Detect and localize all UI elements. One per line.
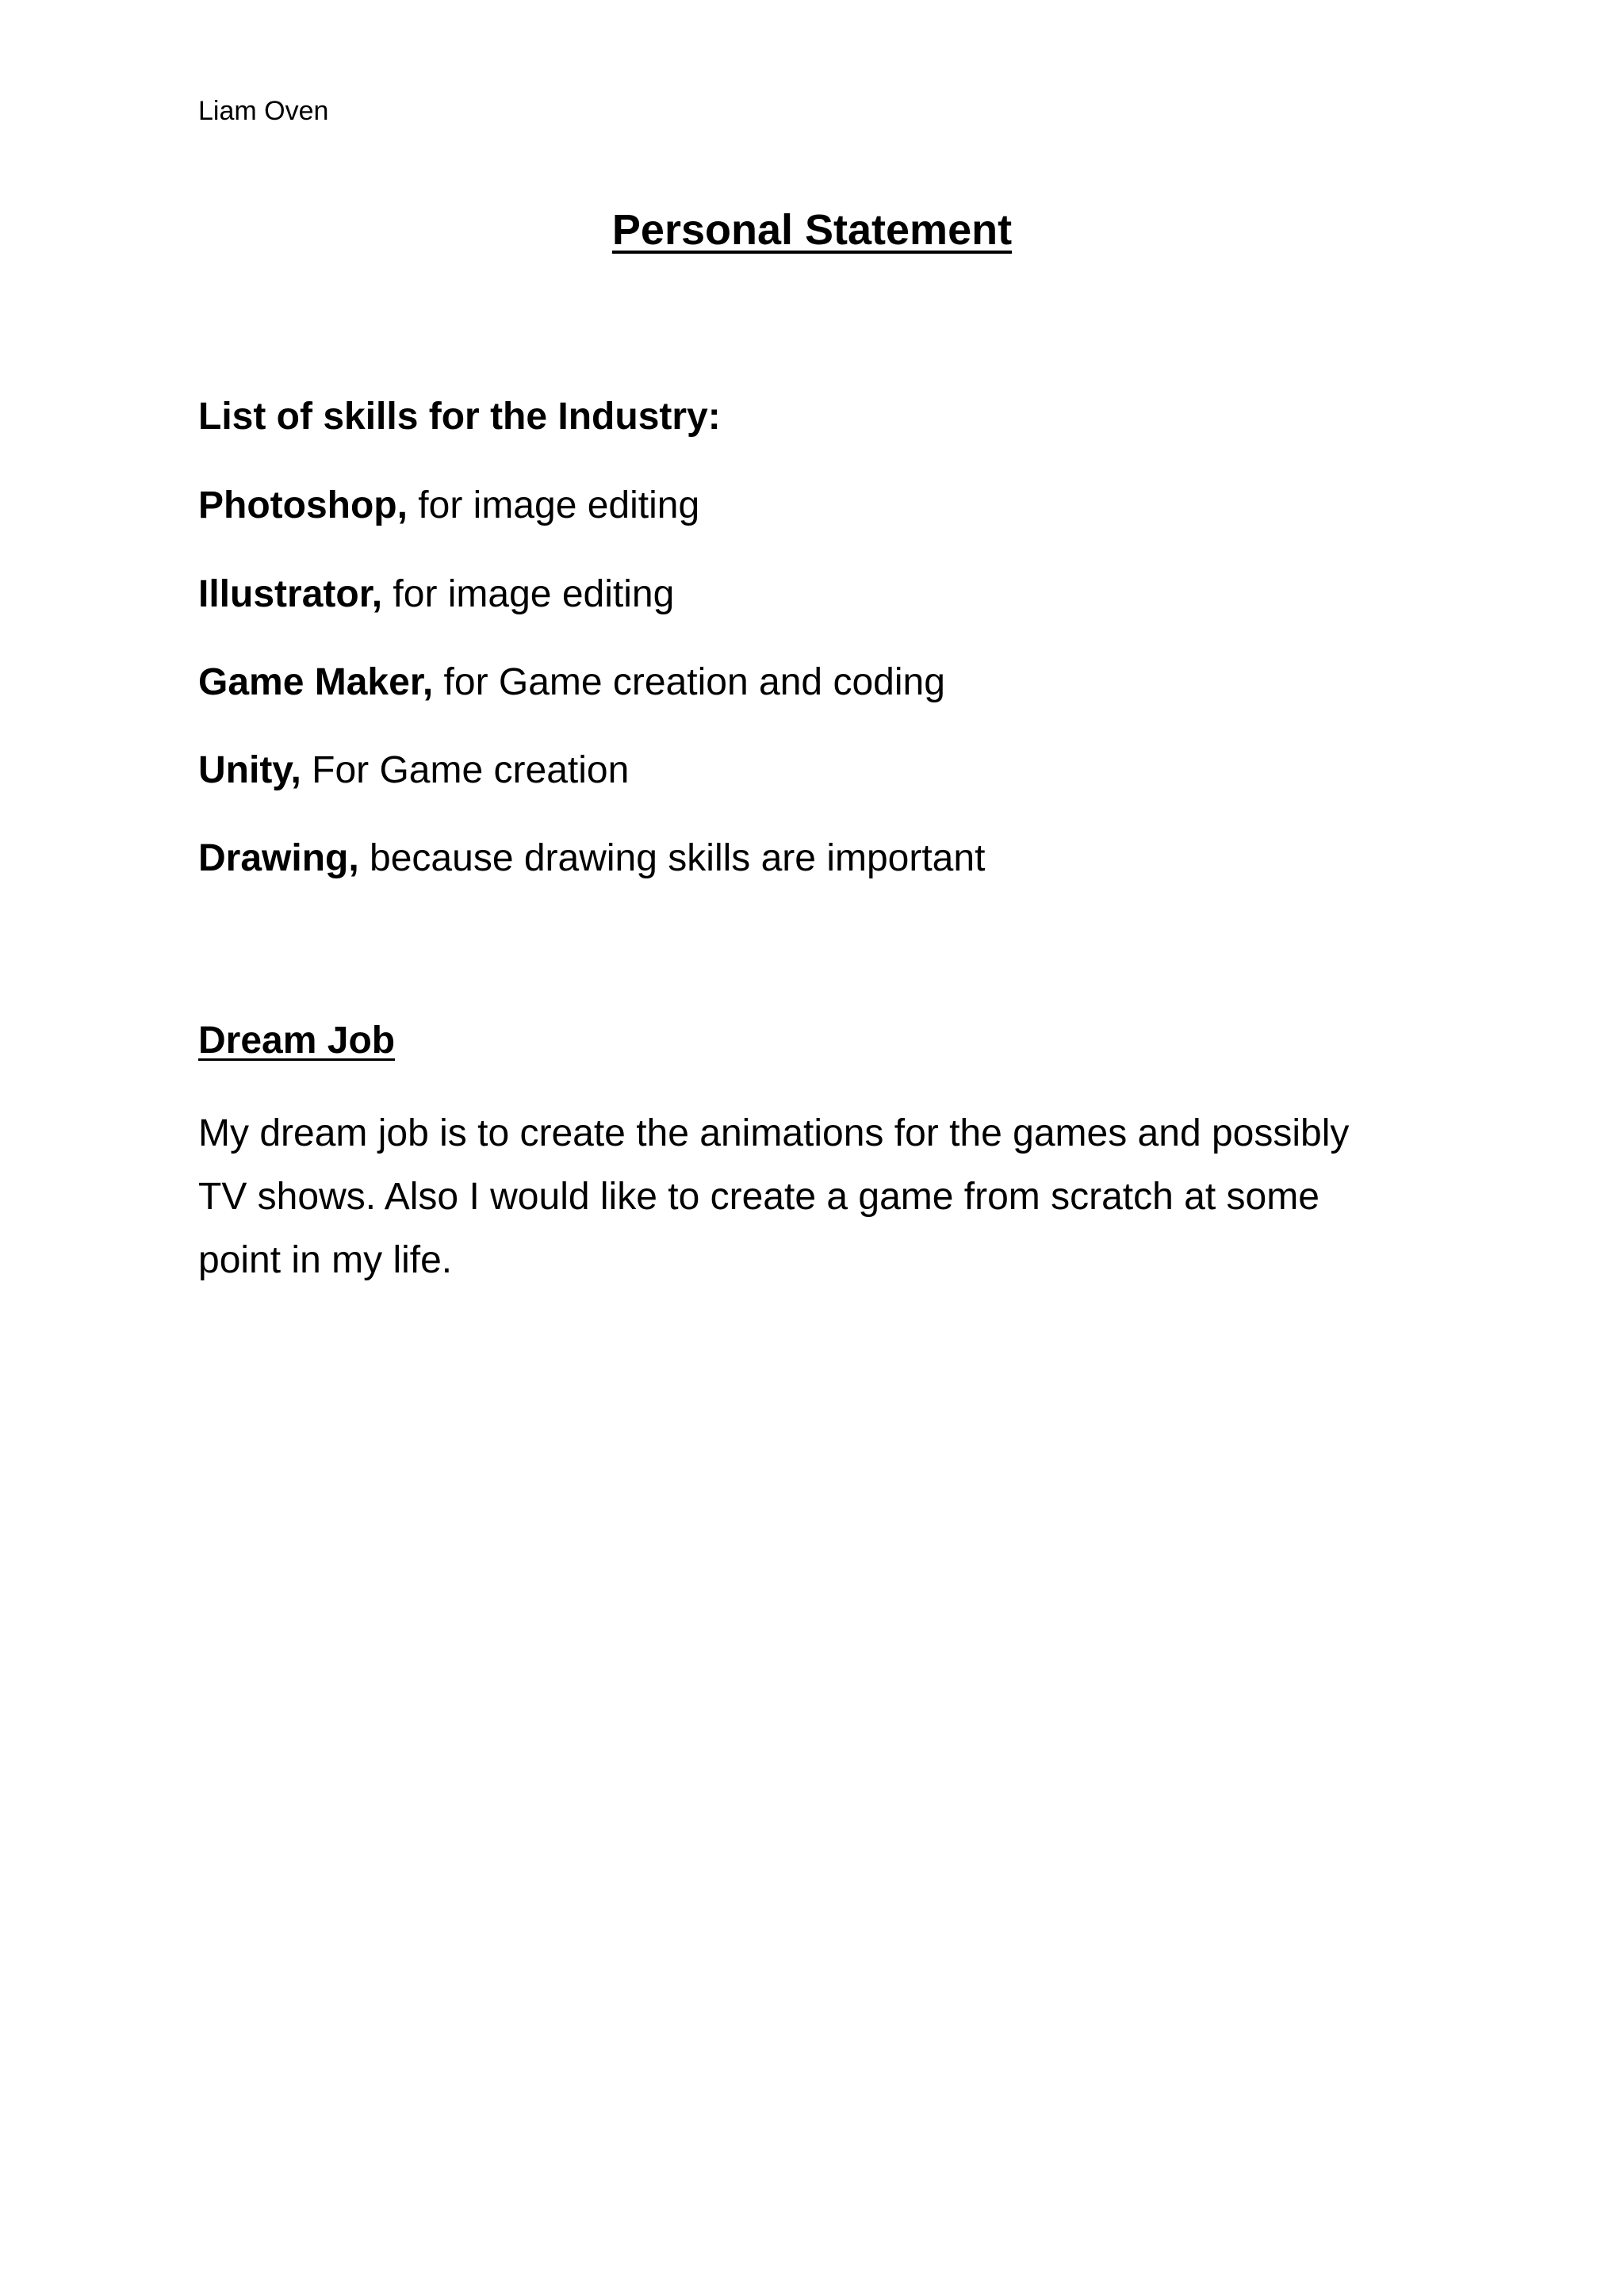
skill-item-game-maker (198, 658, 945, 707)
paragraph-line: TV shows. Also I would like to create a game from scratch at some (198, 1176, 1320, 1218)
skill-description: for image editing (418, 484, 700, 526)
skill-description: For Game creation (312, 749, 630, 791)
skill-item-photoshop (198, 481, 699, 530)
skill-name: Illustrator, (198, 573, 383, 615)
dream-job-heading: Dream Job (198, 1020, 396, 1062)
skill-description: for Game creation and coding (443, 661, 945, 703)
paragraph-line: My dream job is to create the animations for the games and possibly (198, 1112, 1350, 1154)
skill-name: Unity, (198, 749, 301, 791)
skill-item-illustrator (198, 570, 674, 619)
skill-description: for image editing (393, 573, 675, 615)
skill-item-unity (198, 746, 629, 795)
skills-heading: List of skills for the Industry: (198, 396, 721, 438)
skill-description: because drawing skills are important (370, 837, 986, 879)
skill-name: Game Maker, (198, 661, 434, 703)
page-title: Personal Statement (611, 206, 1013, 254)
dream-job-paragraph (198, 1102, 1451, 1292)
paragraph-line: point in my life. (198, 1239, 453, 1281)
skill-name: Drawing, (198, 837, 359, 879)
author-name: Liam Oven (198, 96, 329, 126)
skill-item-drawing (198, 834, 985, 883)
skill-name: Photoshop, (198, 484, 408, 526)
